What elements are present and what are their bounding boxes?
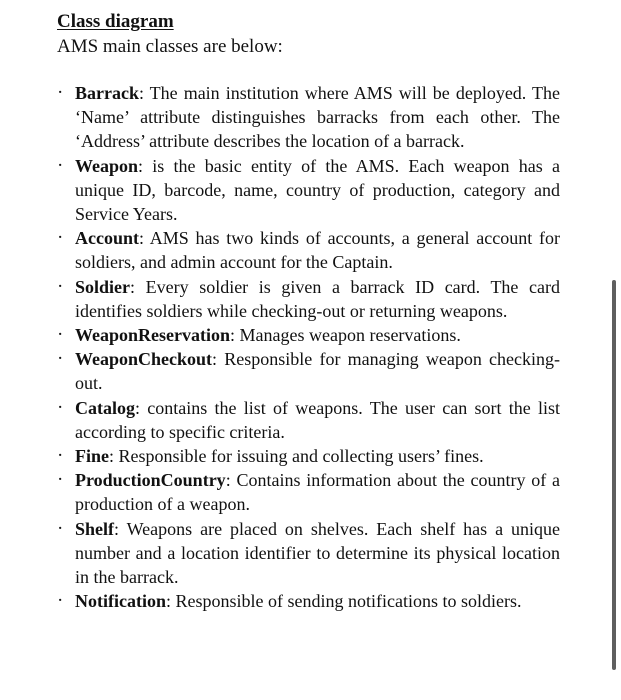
class-description: : The main institution where AMS will be deployed. The ‘Name’ attribute distinguishes barracks from each other. The ‘Address’ attribute describes the location of a barrack. [75, 83, 560, 152]
class-description: : Responsible for managing weapon checking-out. [75, 349, 560, 394]
class-description: : Responsible of sending notifications to soldiers. [165, 591, 522, 612]
bullet-icon: · [57, 348, 64, 370]
class-description: : Weapons are placed on shelves. Each shelf has a unique number and a location identifier to determine its physical location in the barrack. [75, 518, 560, 588]
list-item-notification [0, 589, 621, 613]
list-item-text [75, 396, 560, 444]
bullet-icon: · [57, 445, 64, 467]
class-name: Soldier [75, 276, 131, 297]
class-name: Barrack [75, 83, 139, 103]
class-name: Fine [75, 446, 109, 467]
class-list [0, 81, 621, 613]
list-item-text [75, 226, 560, 274]
list-item-catalog [0, 396, 621, 444]
list-item-fine [0, 444, 621, 468]
class-description: : Contains information about the country of a production of a weapon. [75, 470, 560, 515]
section-heading: Class diagram [57, 11, 174, 32]
bullet-icon: · [57, 590, 64, 612]
list-item-text [75, 81, 560, 154]
bullet-icon: · [57, 396, 64, 418]
bullet-icon: · [57, 517, 64, 539]
bullet-icon: · [57, 82, 64, 103]
list-item-text [75, 347, 560, 395]
class-name: ProductionCountry [75, 470, 226, 491]
list-item-barrack [0, 81, 621, 154]
bullet-icon: · [57, 469, 64, 491]
class-name: WeaponCheckout [75, 349, 213, 370]
list-item-text [75, 154, 560, 227]
class-name: Catalog [75, 397, 135, 418]
bullet-icon: · [57, 324, 64, 346]
vertical-scrollbar[interactable] [612, 280, 616, 670]
class-description: : contains the list of weapons. The user can sort the list according to specific criteria. [75, 397, 560, 442]
class-name: Notification [75, 591, 166, 612]
list-item-text [75, 517, 560, 590]
bullet-icon: · [57, 154, 64, 176]
class-description: : is the basic entity of the AMS. Each weapon has a unique ID, barcode, name, country of production, category and Service Years. [75, 155, 560, 225]
list-item-text [75, 275, 560, 323]
list-item-weapon-reservation [0, 323, 621, 347]
list-item-text [75, 468, 560, 516]
list-item-text [75, 589, 560, 613]
class-name: WeaponReservation [75, 325, 230, 346]
bullet-icon: · [57, 227, 64, 249]
class-description: : Responsible for issuing and collecting users’ fines. [109, 446, 484, 467]
list-item-weapon [0, 154, 621, 227]
list-item-production-country [0, 468, 621, 516]
list-item-weapon-checkout [0, 347, 621, 395]
list-item-soldier [0, 275, 621, 323]
section-intro: AMS main classes are below: [57, 36, 283, 57]
list-item-text [75, 444, 560, 468]
class-description: : Every soldier is given a barrack ID card. The card identifies soldiers while checking-out or returning weapons. [75, 276, 560, 321]
class-description: : AMS has two kinds of accounts, a general account for soldiers, and admin account for the Captain. [75, 228, 560, 273]
class-name: Account [75, 228, 139, 249]
class-name: Weapon [75, 155, 139, 176]
bullet-icon: · [57, 275, 64, 297]
class-name: Shelf [75, 518, 115, 539]
list-item-text [75, 323, 560, 347]
class-description: : Manages weapon reservations. [230, 325, 461, 346]
list-item-account [0, 226, 621, 274]
list-item-shelf [0, 517, 621, 590]
